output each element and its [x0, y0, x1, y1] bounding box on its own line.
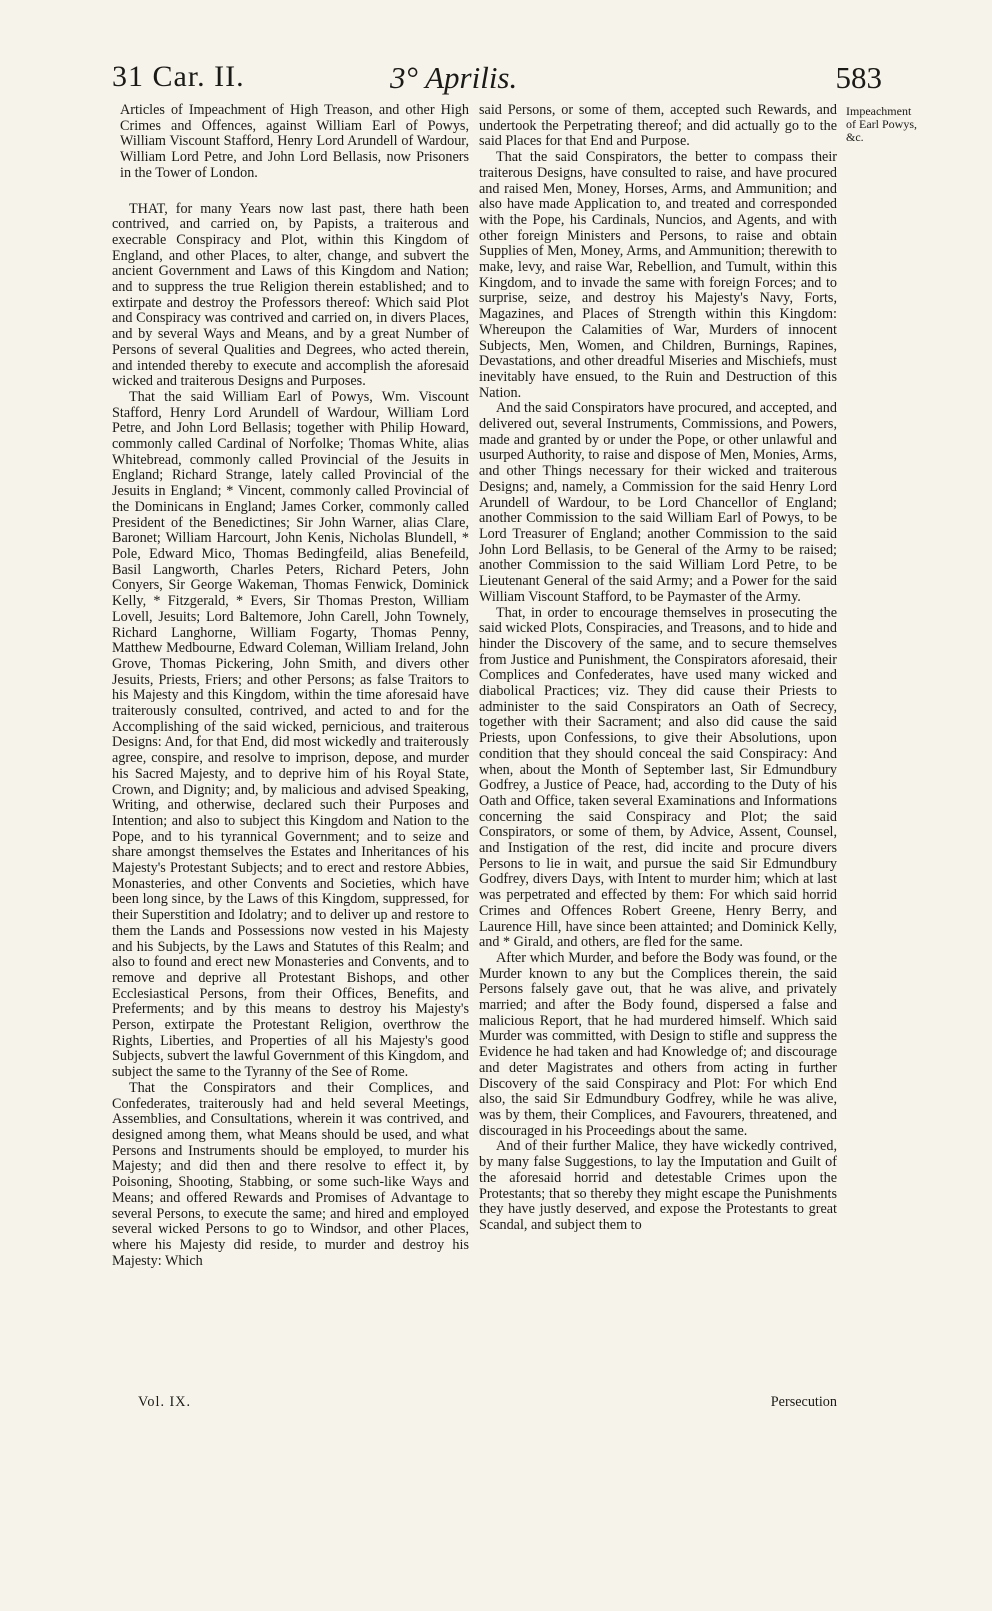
paragraph: That the said Conspirators, the better to compass their traiterous Designs, have consulted to raise, and have procured and raised Men, Money, Horses, Arms, and Ammunition; and also have made Application to, and treated and corresponded with the Pope, his Cardinals, Nuncios, and Agents, and with other foreign Ministers and Persons, to raise and obtain Supplies of Men, Money, Arms, and Ammunition; therewith to make, levy, and raise War, Rebellion, and Tumult, within this Kingdom, and to invade the same with foreign Forces; and to surprise, seize, and destroy his Majesty's Navy, Forts, Magazines, and Places of Strength within this Kingdom: Whereupon the Calamities of War, Murders of innocent Subjects, Men, Women, and Children, Burnings, Rapines, Devastations, and other dreadful Miseries and Mischiefs, must inevitably have ensued, to the Ruin and Destruction of this Nation.: [479, 149, 837, 401]
paragraph: said Persons, or some of them, accepted such Rewards, and undertook the Perpetrating thereof; and did actually go to the said Places for that End and Purpose.: [479, 102, 837, 150]
paragraph: After which Murder, and before the Body was found, or the Murder known to any but the Complices therein, the said Persons falsely gave out, that he was alive, and privately married; and after the Body found, dispersed a false and malicious Report, that he had murdered himself. Which said Murder was committed, with Design to stifle and suppress the Evidence he had taken and had Knowledge of; and discourage and deter Magistrates and others from acting in further Discovery of the said Conspiracy and Plot: For which End also, the said Sir Edmundbury Godfrey, while he was alive, was by them, their Complices, and Favourers, threatened, and discouraged in his Proceedings about the same.: [479, 949, 837, 1139]
paragraph: THAT, for many Years now last past, there hath been contrived, and carried on, by Papists, a traiterous and execrable Conspiracy and Plot, within this Kingdom of England, and other Places, to alter, change, and subvert the ancient Government and Laws of this Kingdom and Nation; and to suppress the true Religion therein established; and to extirpate and destroy the Professors thereof: Which said Plot and Conspiracy was contrived and carried on, in divers Places, and by several Ways and Means, and by a great Number of Persons of several Qualities and Degrees, who acted therein, and intended thereby to execute and accomplish the aforesaid wicked and traiterous Designs and Purposes.: [112, 200, 469, 390]
page-number: 583: [835, 60, 882, 95]
session-date: 3° Aprilis.: [390, 60, 518, 95]
catchword: Persecution: [770, 1394, 837, 1410]
articles-title: Articles of Impeachment of High Treason, and other High Crimes and Offences, against William Earl of Powys, William Viscount Stafford, Henry Lord Arundell of Wardour, William Lord Petre, and John Lord Bellasis, now Prisoners in the Tower of London.: [120, 102, 469, 181]
paragraph-gap: [112, 182, 469, 202]
margin-note: Impeachment of Earl Powys, &c.: [846, 104, 917, 144]
left-column: [112, 103, 469, 1269]
paragraph: And the said Conspirators have procured, and accepted, and delivered out, several Instruments, Commissions, and Powers, made and granted by or under the Pope, or other unlawful and usurped Authority, to raise and dispose of Men, Monies, Arms, and other Things necessary for their wicked and traiterous Designs; and, namely, a Commission for the said Henry Lord Arundell of Wardour, to be Lord Chancellor of England; another Commission to the said William Earl of Powys, to be Lord Treasurer of England; another Commission to the said John Lord Bellasis, to be General of the Army to be raised; another Commission to the said William Lord Petre, to be Lieutenant General of the said Army; and a Power for the said William Viscount Stafford, to be Paymaster of the Army.: [479, 400, 837, 605]
paragraph: That the Conspirators and their Complices, and Confederates, traiterously had and held several Meetings, Assemblies, and Consultations, wherein it was contrived, and designed among them, what Means should be used, and what Persons and Instruments should be employed, to murder his Majesty; and did then and there resolve to effect it, by Poisoning, Shooting, Stabbing, or some such-like Ways and Means; and offered Rewards and Promises of Advantage to several Persons, to execute the same; and hired and employed several wicked Persons to go to Windsor, and other Places, where his Majesty did reside, to murder and destroy his Majesty: Which: [112, 1079, 469, 1269]
volume-signature: Vol. IX.: [138, 1394, 192, 1410]
paragraph: And of their further Malice, they have wickedly contrived, by many false Suggestions, to lay the Imputation and Guilt of the aforesaid horrid and detestable Crimes upon the Protestants; that so thereby they might escape the Punishments they have justly deserved, and expose the Protestants to great Scandal, and subject them to: [479, 1138, 837, 1233]
right-column: [479, 103, 837, 1234]
regnal-year: 31 Car. II.: [112, 60, 245, 93]
paragraph: That the said William Earl of Powys, Wm. Viscount Stafford, Henry Lord Arundell of Wardour, William Lord Petre, and John Lord Bellasis; together with Philip Howard, commonly called Cardinal of Norfolke; Thomas White, alias Whitebread, commonly called Provincial of the Jesuits in England; Richard Strange, lately called Provincial of the Jesuits in England; * Vincent, commonly called Provincial of the Dominicans in England; James Corker, commonly called President of the Benedictines; Sir John Warner, alias Clare, Baronet; William Harcourt, John Kenis, Nicholas Blundell, * Pole, Edward Mico, Thomas Bedingfeild, alias Benefeild, Basil Langworth, Charles Peters, Richard Peters, John Conyers, Sir George Wakeman, Thomas Fenwick, Dominick Kelly, * Fitzgerald, * Evers, Sir Thomas Preston, William Lovell, Jesuits; Lord Baltemore, John Carell, John Townely, Richard Langhorne, William Fogarty, Thomas Penny, Matthew Medbourne, Edward Coleman, William Ireland, John Grove, Thomas Pickering, John Smith, and divers other Jesuits, Priests, Friers; and other Persons; as false Traitors to his Majesty and this Kingdom, within the time aforesaid have traiterously consulted, contrived, and acted to and for the Accomplishing of the said wicked, pernicious, and traiterous Designs: And, for that End, did most wickedly and traiterously agree, conspire, and resolve to imprison, depose, and murder his Sacred Majesty, and to deprive him of his Royal State, Crown, and Dignity; and, by malicious and advised Speaking, Writing, and otherwise, declared such their Purposes and Intention; and also to subject this Kingdom and Nation to the Pope, and to his tyrannical Government; and to seize and share amongst themselves the Estates and Inheritances of his Majesty's Protestant Subjects; and to erect and restore Abbies, Monasteries, and other Convents and Societies, which have been long since, by the Laws of this Kingdom, suppressed, for their Superstition and Idolatry; and to deliver up and restore to them the Lands and Possessions now vested in his Majesty and his Subjects, by the Laws and Statutes of this Realm; and also to found and erect new Monasteries and Convents, and to remove and deprive all Protestant Bishops, and other Ecclesiastical Persons, from their Offices, Benefits, and Preferments; and by this means to destroy his Majesty's Person, extirpate the Protestant Religion, overthrow the Rights, Liberties, and Properties of all his Majesty's good Subjects, subvert the lawful Government of this Kingdom, and subject the same to the Tyranny of the See of Rome.: [112, 388, 469, 1081]
page-footer: [112, 1394, 837, 1414]
paragraph: That, in order to encourage themselves in prosecuting the said wicked Plots, Conspiracies, and Treasons, and to hide and hinder the Discovery of the same, and to secure themselves from Justice and Punishment, the Conspirators aforesaid, their Complices and Confederates, have used many wicked and diabolical Practices; viz. They did cause their Priests to administer to the said Conspirators an Oath of Secrecy, together with their Sacrament; and also did cause the said Priests, upon Confessions, to give their Absolutions, upon condition that they should conceal the said Conspiracy: And when, about the Month of September last, Sir Edmundbury Godfrey, a Justice of Peace, had, according to the Duty of his Oath and Office, taken several Examinations and Informations concerning the said Conspiracy and Plot; the said Conspirators, or some of them, by Advice, Assent, Counsel, and Instigation of the rest, did incite and procure divers Persons to lie in wait, and pursue the said Sir Edmundbury Godfrey, divers Days, with Intent to murder him; which at last was perpetrated and effected by them: For which said horrid Crimes and Offences Robert Greene, Henry Berry, and Laurence Hill, have since been attainted; and Dominick Kelly, and * Girald, and others, are fled for the same.: [479, 604, 837, 951]
running-header: [112, 60, 892, 104]
